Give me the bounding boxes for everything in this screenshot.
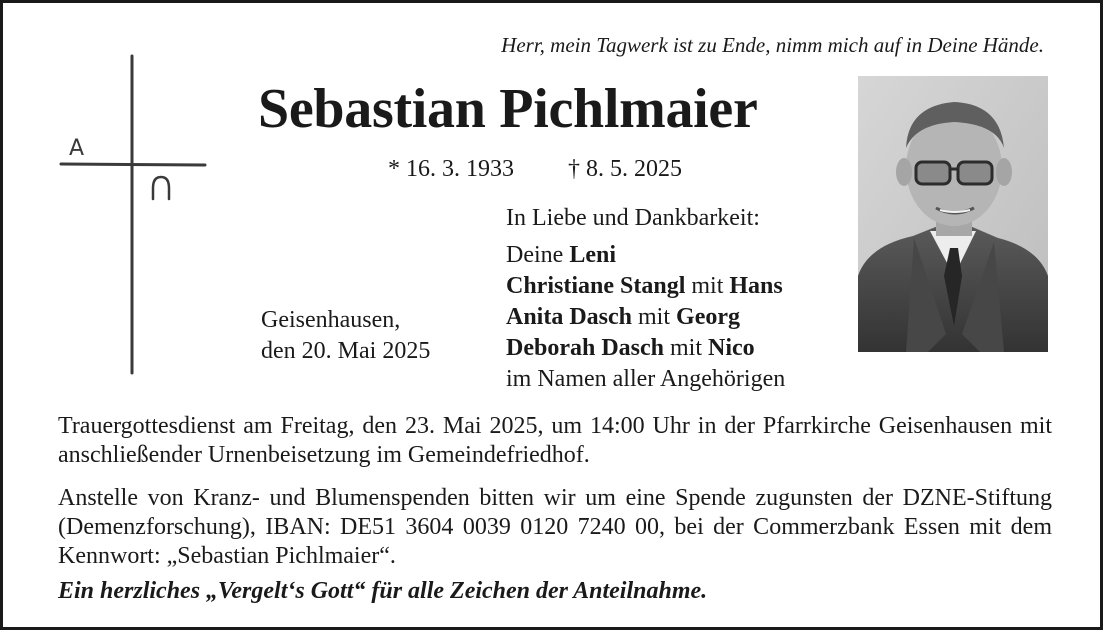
family-member-name: Leni: [569, 242, 616, 268]
family-connector-text: mit: [685, 273, 730, 299]
thanks-line: Ein herzliches „Vergelt‘s Gott“ für alle Zeichen der Anteilnahme.: [58, 578, 708, 604]
omega-arch: [153, 177, 169, 199]
family-member-line: [506, 271, 785, 302]
family-member-name: Georg: [676, 304, 741, 330]
family-members: [506, 240, 785, 364]
family-intro: In Liebe und Dankbarkeit:: [506, 205, 760, 231]
family-member-name: Deborah Dasch: [506, 335, 665, 361]
family-connector-text: Deine: [506, 242, 570, 268]
birth-date: * 16. 3. 1933: [388, 156, 514, 182]
family-member-name: Nico: [708, 335, 755, 361]
place-and-date: [261, 305, 430, 367]
place-line: Geisenhausen,: [261, 307, 401, 333]
family-member-name: Christiane Stangl: [506, 273, 686, 299]
death-date: † 8. 5. 2025: [568, 156, 682, 182]
family-member-line: [506, 333, 785, 364]
cross-symbol: [55, 51, 215, 381]
portrait-photo: [858, 76, 1048, 352]
motto: Herr, mein Tagwerk ist zu Ende, nimm mich auf in Deine Hände.: [501, 33, 1044, 57]
family-member-name: Anita Dasch: [506, 304, 633, 330]
family-closing: im Namen aller Angehörigen: [506, 366, 786, 392]
family-connector-text: mit: [632, 304, 677, 330]
donation-paragraph: Anstelle von Kranz- und Blumenspenden bitten wir um eine Spende zugunsten der DZNE-Stiftung (Demenzforschung), IBAN: DE51 3604 0039 0120 7240 00, bei der Commerzbank Essen mit dem Kennwort: „Sebastian Pichlmaier“.: [58, 485, 1052, 569]
service-paragraph: Trauergottesdienst am Freitag, den 23. Mai 2025, um 14:00 Uhr in der Pfarrkirche Geisenhausen mit anschließender Urnenbeisetzung im Gemeindefriedhof.: [58, 413, 1052, 468]
family-member-name: Hans: [729, 273, 783, 299]
date-line: den 20. Mai 2025: [261, 338, 431, 364]
family-signature: [506, 203, 785, 395]
family-member-line: [506, 240, 785, 271]
deceased-name: Sebastian Pichlmaier: [258, 78, 758, 140]
alpha-letter: A: [69, 136, 85, 161]
family-member-line: [506, 302, 785, 333]
family-connector-text: mit: [664, 335, 709, 361]
